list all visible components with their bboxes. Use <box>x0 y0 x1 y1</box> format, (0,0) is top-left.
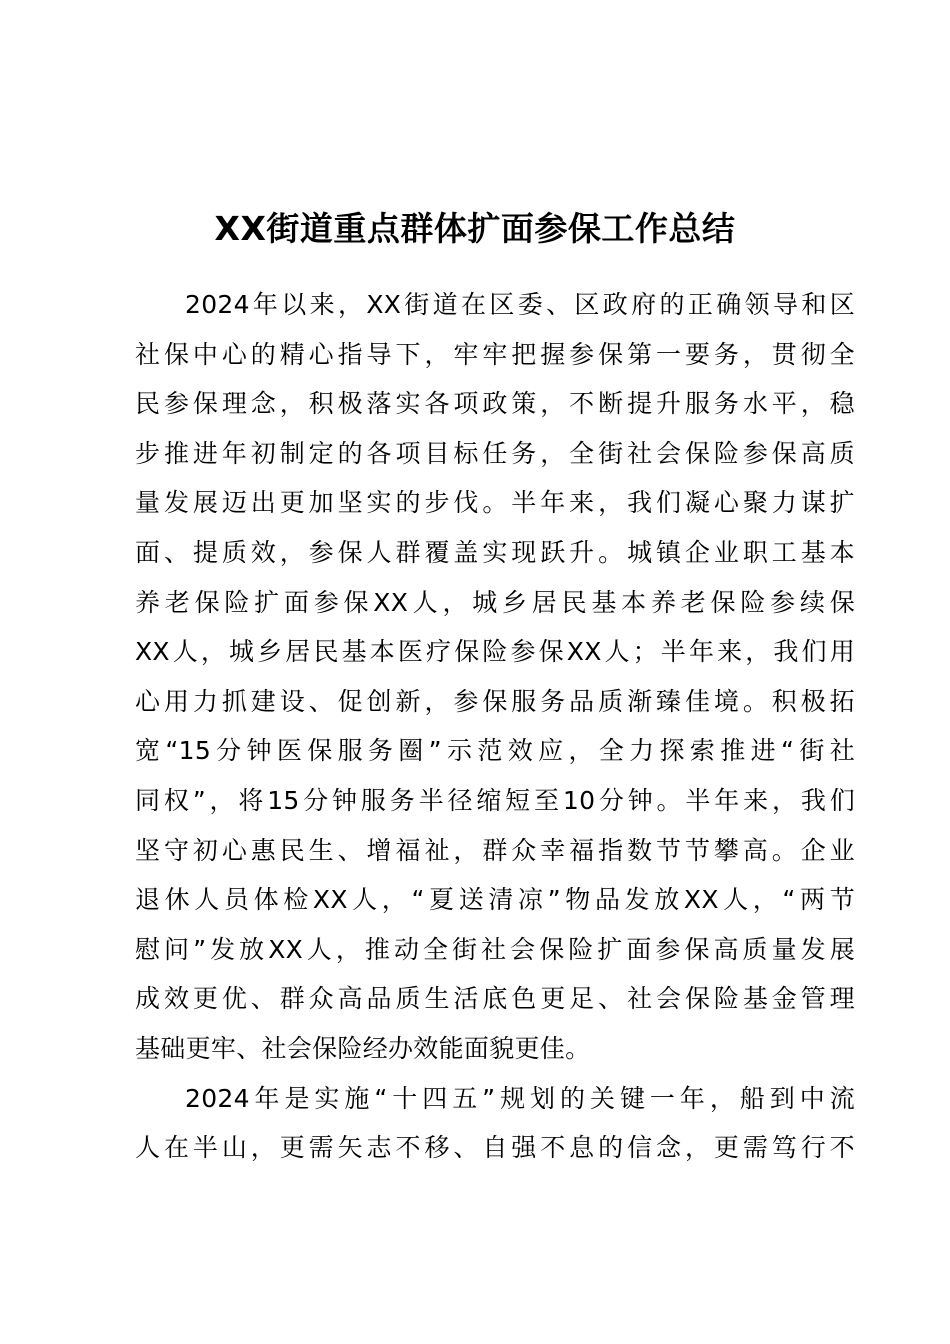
document-body <box>135 280 855 1173</box>
paragraph-1 <box>135 280 855 1074</box>
text-line: 量发展迈出更加坚实的步伐。半年来，我们凝心聚力谋扩 <box>135 488 855 518</box>
text-line: 成效更优、群众高品质生活底色更足、社会保险基金管理 <box>135 984 855 1014</box>
paragraph-2 <box>135 1074 855 1173</box>
text-line: 民参保理念，积极落实各项政策，不断提升服务水平，稳 <box>135 389 855 419</box>
document-title: XX街道重点群体扩面参保工作总结 <box>214 209 736 248</box>
text-line: 退休人员体检XX人，“夏送清凉”物品发放XX人，“两节 <box>135 885 855 915</box>
text-line: 坚守初心惠民生、增福祉，群众幸福指数节节攀高。企业 <box>135 835 855 865</box>
text-line: 慰问”发放XX人，推动全街社会保险扩面参保高质量发展 <box>135 934 855 964</box>
text-line: 基础更牢、社会保险经办效能面貌更佳。 <box>135 1033 591 1063</box>
text-line: 面、提质效，参保人群覆盖实现跃升。城镇企业职工基本 <box>135 537 855 567</box>
text-line: 宽“15分钟医保服务圈”示范效应，全力探索推进“街社 <box>135 736 855 766</box>
text-line: 养老保险扩面参保XX人，城乡居民基本养老保险参续保 <box>135 587 855 617</box>
text-line: 社保中心的精心指导下，牢牢把握参保第一要务，贯彻全 <box>135 339 855 369</box>
text-line: 同权”，将15分钟服务半径缩短至10分钟。半年来，我们 <box>135 785 855 815</box>
text-line: 人在半山，更需矢志不移、自强不息的信念，更需笃行不 <box>135 1133 855 1163</box>
text-line: XX人，城乡居民基本医疗保险参保XX人；半年来，我们用 <box>135 637 855 667</box>
text-line: 心用力抓建设、促创新，参保服务品质渐臻佳境。积极拓 <box>135 686 855 716</box>
text-line: 步推进年初制定的各项目标任务，全街社会保险参保高质 <box>135 438 855 468</box>
text-line: 2024年以来，XX街道在区委、区政府的正确领导和区 <box>185 290 855 319</box>
text-line: 2024年是实施“十四五”规划的关键一年，船到中流 <box>185 1083 855 1113</box>
